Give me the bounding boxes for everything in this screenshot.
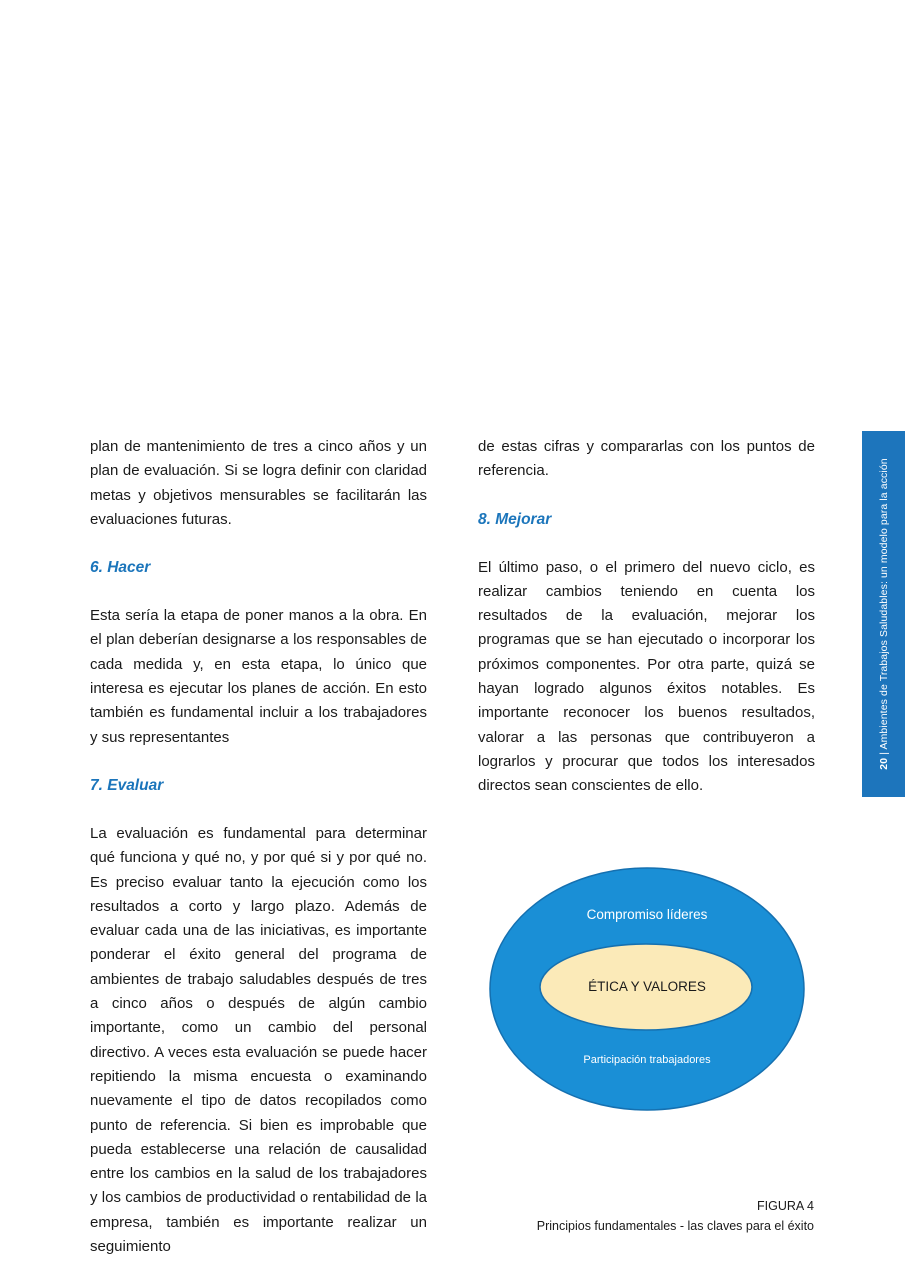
paragraph: de estas cifras y compararlas con los puntos de referencia. — [478, 438, 815, 480]
section-heading-evaluar: 7. Evaluar — [90, 776, 164, 794]
section-heading-mejorar: 8. Mejorar — [478, 510, 552, 528]
left-column — [90, 435, 427, 1259]
section-heading-hacer: 6. Hacer — [90, 559, 151, 577]
publication-title: Ambientes de Trabajos Saludables: un modelo para la acción — [877, 458, 890, 750]
outer-top-label: Compromiso líderes — [586, 907, 708, 922]
outer-bottom-label: Participación trabajadores — [583, 1054, 711, 1066]
right-column — [478, 435, 815, 799]
figure-number: FIGURA 4 — [757, 1199, 814, 1213]
separator: | — [877, 749, 890, 758]
paragraph: El último paso, o el primero del nuevo ciclo, es realizar cambios teniendo en cuenta los resultados de la evaluación, mejorar los programas que se han ejecutado o incorporar los próximos componentes. Por otra parte, quizá se hayan logrado algunos éxitos notables. Es importante reconocer los buenos resultados, valorar a las personas que contribuyeron a lograrlos y procurar que todos los interesados directos sean conscientes de ello. — [478, 558, 815, 795]
principles-diagram — [488, 866, 806, 1112]
paragraph: La evaluación es fundamental para determinar qué funciona y qué no, y por qué si y por qué no. Es preciso evaluar tanto la ejecución como los resultados a corto y largo plazo. Además de evaluar cada una de las iniciativas, es importante ponderar el éxito general del programa de ambientes de trabajo saludables después de tres a cinco años o después de algún cambio importante, como un cambio del personal directivo. A veces esta evaluación se puede hacer repitiendo la misma encuesta o examinando nuevamente el tipo de datos recopilados como punto de referencia. Si bien es improbable que pueda establecerse una relación de causalidad entre los cambios en la salud de los trabajadores y los cambios de productividad o rentabilidad de la empresa, también es importante realizar un seguimiento — [90, 824, 427, 1256]
figure-description: Principios fundamentales - las claves para el éxito — [536, 1219, 814, 1233]
side-tab — [862, 431, 905, 797]
running-header — [878, 458, 890, 769]
figure-caption — [537, 1196, 814, 1236]
page-number: 20 — [877, 757, 890, 770]
paragraph: Esta sería la etapa de poner manos a la obra. En el plan deberían designarse a los responsables de cada medida y, en esta etapa, lo único que interesa es ejecutar los planes de acción. En esto también es fundamental incluir a los trabajadores y sus representantes — [90, 607, 427, 746]
inner-label: ÉTICA Y VALORES — [588, 979, 706, 994]
paragraph: plan de mantenimiento de tres a cinco años y un plan de evaluación. Si se logra definir con claridad metas y objetivos mensurables se facilitarán las evaluaciones futuras. — [90, 438, 427, 528]
